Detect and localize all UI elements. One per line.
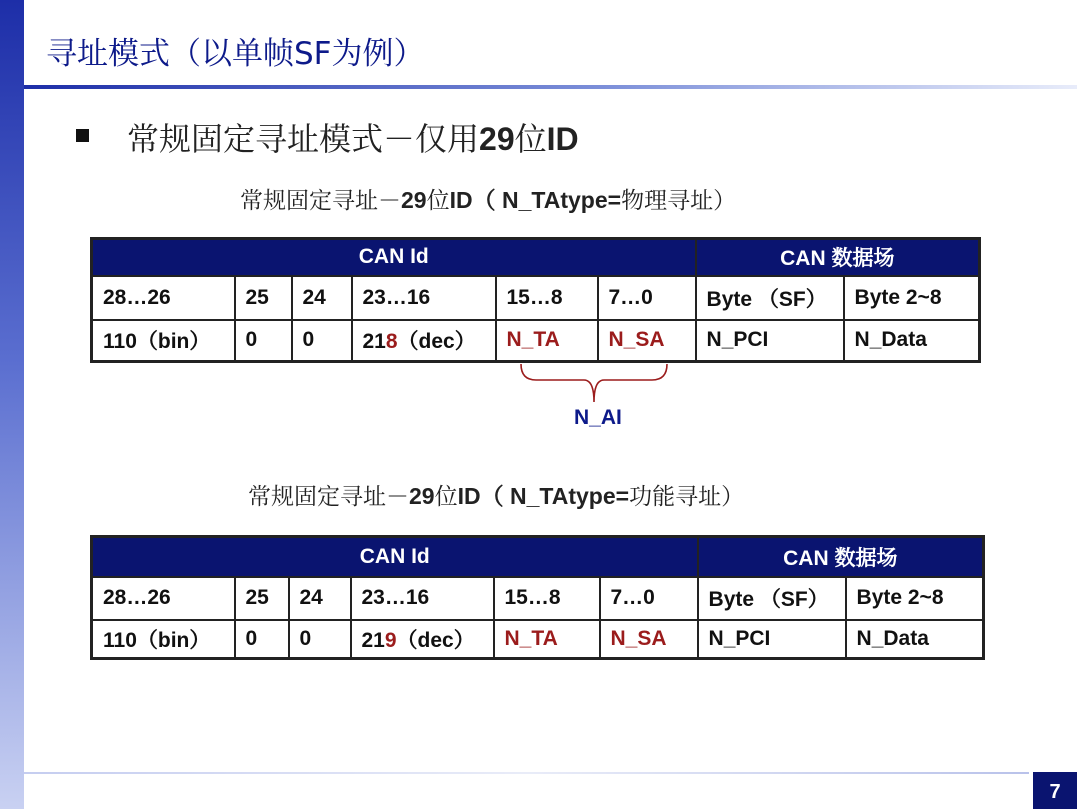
value-cell: 110（bin） [92,320,235,362]
functional-frame-table [90,535,985,660]
value-cell: 110（bin） [92,620,235,659]
bit-cell: 7…0 [600,577,698,620]
can-id-header: CAN Id [92,239,696,276]
bit-cell: Byte （SF） [696,276,844,320]
slide-heading [127,114,579,160]
value-dec-prefix: 21 [361,628,385,652]
bullet-square-icon [76,129,89,142]
footer-divider [24,772,1029,774]
bit-cell: 15…8 [496,276,598,320]
bit-cell: 23…16 [351,577,494,620]
n-ai-label: N_AI [574,406,622,429]
value-dec-unit: （dec） [397,330,476,354]
bit-cell: 23…16 [352,276,496,320]
value-cell-dec [351,620,494,659]
value-cell: 0 [292,320,352,362]
value-cell: N_Data [846,620,984,659]
bit-cell: Byte （SF） [698,577,846,620]
value-cell-n-sa: N_SA [598,320,696,362]
can-id-header: CAN Id [92,537,698,577]
physical-caption-a: 常规固定寻址－ [240,188,401,214]
bit-cell: Byte 2~8 [846,577,984,620]
value-dec-digit: 8 [385,330,398,354]
functional-caption [248,478,744,511]
bit-cell: 24 [292,276,352,320]
bit-cell: 28…26 [92,577,235,620]
value-cell: 0 [289,620,351,659]
heading-text-1: 常规固定寻址模式－仅用 [127,120,480,158]
can-data-header: CAN 数据场 [698,537,984,577]
value-cell-dec [352,320,496,362]
can-data-header: CAN 数据场 [696,239,980,276]
n-ai-brace-icon [518,362,670,406]
value-cell: 0 [235,320,292,362]
slide-title: 寻址模式（以单帧SF为例） [46,36,425,72]
bit-cell: 28…26 [92,276,235,320]
value-cell-n-ta: N_TA [496,320,598,362]
functional-caption-b: 29 [409,483,435,509]
value-dec-unit: （dec） [396,628,475,652]
value-cell: N_PCI [698,620,846,659]
value-cell-n-ta: N_TA [494,620,600,659]
value-cell: N_Data [844,320,980,362]
value-cell-n-sa: N_SA [600,620,698,659]
title-divider [24,85,1077,89]
value-cell: N_PCI [696,320,844,362]
physical-caption-b: 29 [401,187,427,213]
functional-caption-d: ID（ N_TAtype= [457,483,630,509]
physical-frame-table [90,237,981,363]
physical-caption [240,182,736,215]
bit-cell: 25 [235,276,292,320]
heading-text-3: 位 [514,120,547,158]
heading-text-4: ID [546,121,579,157]
bit-cell: 15…8 [494,577,600,620]
value-dec-digit: 9 [384,628,397,652]
functional-caption-e: 功能寻址） [629,484,745,510]
bit-cell: Byte 2~8 [844,276,980,320]
bit-cell: 24 [289,577,351,620]
physical-caption-d: ID（ N_TAtype= [449,187,622,213]
functional-caption-c: 位 [434,484,458,510]
functional-caption-a: 常规固定寻址－ [248,484,409,510]
bit-cell: 25 [235,577,289,620]
bit-cell: 7…0 [598,276,696,320]
left-accent-bar [0,0,24,809]
heading-text-2: 29 [479,121,515,157]
value-cell: 0 [235,620,289,659]
physical-caption-c: 位 [426,188,450,214]
physical-caption-e: 物理寻址） [621,188,737,214]
value-dec-prefix: 21 [362,330,386,354]
page-number: 7 [1033,772,1077,809]
